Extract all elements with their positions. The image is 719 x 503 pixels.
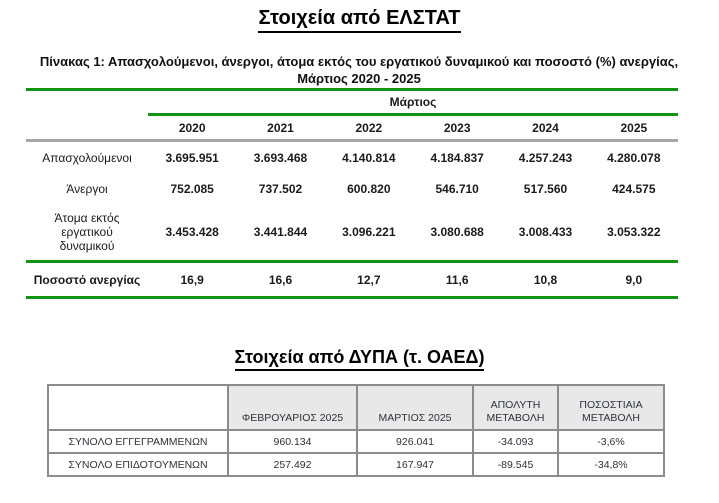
elstat-section-title <box>0 7 719 33</box>
cell-rate-2022: 12,7 <box>357 272 381 287</box>
table-row-unemployed <box>26 174 678 204</box>
row-label-unemployed: Άνεργοι <box>66 182 108 196</box>
cell-rate-2023: 11,6 <box>445 272 469 287</box>
cell-subsidised-february: 257.492 <box>228 453 357 476</box>
year-header-2023: 2023 <box>443 120 471 135</box>
cell-rate-2025: 9,0 <box>625 272 643 287</box>
cell-unemployed-2025: 424.575 <box>612 182 656 196</box>
cell-outside-2021: 3.441.844 <box>253 225 308 239</box>
table-row-unemployment-rate <box>26 263 678 299</box>
year-header-2022: 2022 <box>355 120 383 135</box>
elstat-table <box>26 88 678 299</box>
cell-employed-2022: 4.140.814 <box>342 151 396 165</box>
cell-employed-2025: 4.280.078 <box>607 151 661 165</box>
table2-header-february: ΦΕΒΡΟΥΑΡΙΟΣ 2025 <box>228 385 357 430</box>
cell-subsidised-percentage-change: -34,8% <box>558 453 664 476</box>
table1-group-header-row <box>26 91 678 116</box>
year-header-2020: 2020 <box>178 120 206 135</box>
table-row-subsidised-total <box>48 453 664 476</box>
table-row-outside-labour-force <box>26 204 678 260</box>
table2-header-absolute-change: ΑΠΟΛΥΤΗ ΜΕΤΑΒΟΛΗ <box>473 385 558 430</box>
cell-registered-absolute-change: -34.093 <box>473 430 558 453</box>
table1-caption-line2: Μάρτιος 2020 - 2025 <box>297 71 421 86</box>
cell-rate-2021: 16,6 <box>268 272 293 287</box>
cell-outside-2024: 3.008.433 <box>518 225 573 239</box>
row-label-unemployment-rate: Ποσοστό ανεργίας <box>33 272 141 287</box>
cell-rate-2024: 10,8 <box>533 272 558 287</box>
dypa-title-text: Στοιχεία από ΔΥΠΑ (τ. ΟΑΕΔ) <box>235 347 485 371</box>
table2-header-row <box>48 385 664 430</box>
table1-caption-line1: Πίνακας 1: Απασχολούμενοι, άνεργοι, άτομα εκτός του εργατικού δυναμικού και ποσοστό (%) ανεργίας, <box>39 54 679 69</box>
cell-subsidised-march: 167.947 <box>357 453 473 476</box>
cell-rate-2020: 16,9 <box>180 272 204 287</box>
table1-year-header-row <box>26 116 678 142</box>
cell-unemployed-2020: 752.085 <box>170 182 214 196</box>
year-header-2021: 2021 <box>267 120 294 135</box>
cell-outside-2023: 3.080.688 <box>430 225 484 239</box>
table-row-employed <box>26 142 678 174</box>
cell-employed-2024: 4.257.243 <box>518 151 573 165</box>
table2-header-march: ΜΑΡΤΙΟΣ 2025 <box>357 385 473 430</box>
cell-outside-2025: 3.053.322 <box>607 225 661 239</box>
row-label-outside-labour-force <box>26 211 148 253</box>
cell-outside-2022: 3.096.221 <box>342 225 396 239</box>
table2-header-blank <box>48 385 228 430</box>
row-label-employed: Απασχολούμενοι <box>42 151 132 165</box>
year-header-2024: 2024 <box>532 120 559 135</box>
cell-unemployed-2022: 600.820 <box>347 182 391 196</box>
table-row-registered-total <box>48 430 664 453</box>
cell-registered-february: 960.134 <box>228 430 357 453</box>
table1-caption <box>14 53 704 87</box>
row-label-registered-total: ΣΥΝΟΛΟ ΕΓΓΕΓΡΑΜΜΕΝΩΝ <box>48 430 228 453</box>
cell-registered-march: 926.041 <box>357 430 473 453</box>
cell-employed-2020: 3.695.951 <box>165 151 219 165</box>
cell-subsidised-absolute-change: -89.545 <box>473 453 558 476</box>
cell-employed-2021: 3.693.468 <box>253 151 308 165</box>
cell-registered-percentage-change: -3,6% <box>558 430 664 453</box>
table1-month-group-header: Μάρτιος <box>148 91 678 116</box>
row-label-outside-labour-force-text: Άτομα εκτός εργατικού δυναμικού <box>54 211 120 253</box>
dypa-table <box>47 384 665 477</box>
row-label-subsidised-total: ΣΥΝΟΛΟ ΕΠΙΔΟΤΟΥΜΕΝΩΝ <box>48 453 228 476</box>
cell-employed-2023: 4.184.837 <box>430 151 484 165</box>
cell-unemployed-2021: 737.502 <box>258 182 303 196</box>
cell-outside-2020: 3.453.428 <box>165 225 219 239</box>
cell-unemployed-2024: 517.560 <box>523 182 568 196</box>
dypa-section-title <box>0 347 719 371</box>
elstat-title-text: Στοιχεία από ΕΛΣΤΑΤ <box>258 7 460 33</box>
table2-header-percentage-change: ΠΟΣΟΣΤΙΑΙΑ ΜΕΤΑΒΟΛΗ <box>558 385 664 430</box>
cell-unemployed-2023: 546.710 <box>435 182 479 196</box>
year-header-2025: 2025 <box>620 120 648 135</box>
